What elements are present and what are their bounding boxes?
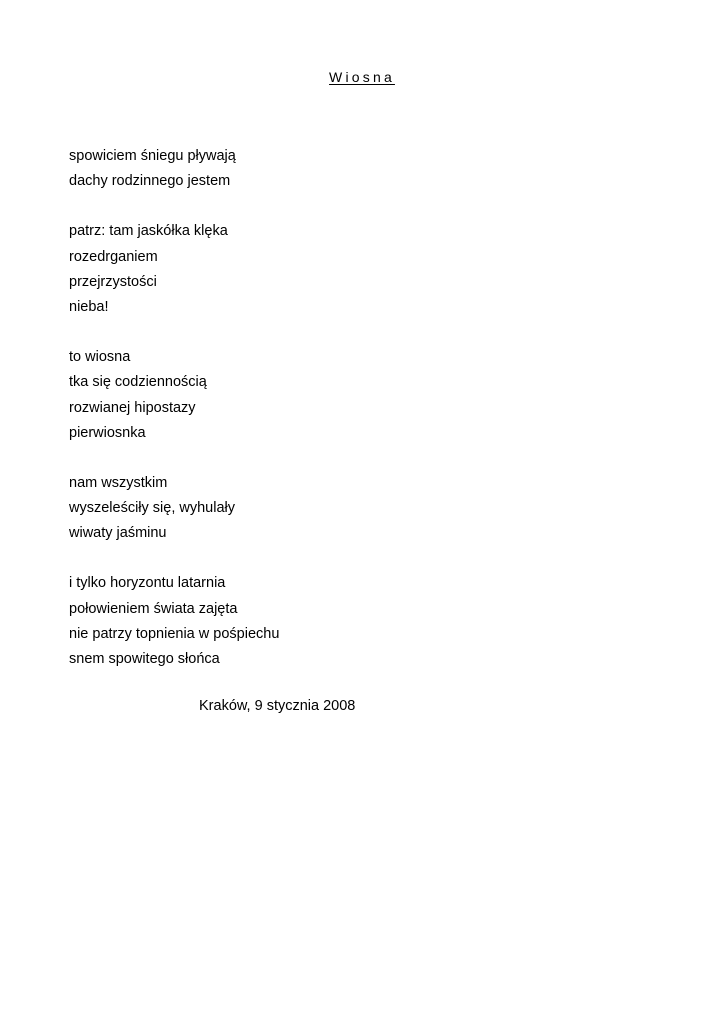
stanza-5 xyxy=(69,571,669,672)
place-date-signature: Kraków, 9 stycznia 2008 xyxy=(199,698,356,714)
poem-line: i tylko horyzontu latarnia xyxy=(69,575,226,592)
poem-line: przejrzystości xyxy=(69,273,157,290)
poem-line: spowiciem śniegu pływają xyxy=(69,148,236,164)
poem-title: Wiosna xyxy=(329,69,395,85)
poem-line: nieba! xyxy=(69,298,109,315)
poem-line: dachy rodzinnego jestem xyxy=(69,173,231,190)
poem-line: wyszeleściły się, wyhulały xyxy=(69,500,235,517)
poem-line: patrz: tam jaskółka klęka xyxy=(69,223,228,240)
poem-body xyxy=(69,144,669,697)
poem-line: wiwaty jaśminu xyxy=(69,525,167,542)
poem-line: nie patrzy topnienia w pośpiechu xyxy=(69,625,280,642)
poem-line: pierwiosnka xyxy=(69,424,146,441)
poem-line: rozedrganiem xyxy=(69,248,158,265)
stanza-1 xyxy=(69,144,669,194)
stanza-2 xyxy=(69,219,669,320)
poem-line: tka się codziennością xyxy=(69,374,207,391)
poem-line: to wiosna xyxy=(69,349,131,366)
stanza-3 xyxy=(69,345,669,446)
stanza-4 xyxy=(69,471,669,547)
poem-line: połowieniem świata zajęta xyxy=(69,600,238,617)
poem-line: nam wszystkim xyxy=(69,474,168,491)
poem-line: snem spowitego słońca xyxy=(69,651,220,667)
poem-line: rozwianej hipostazy xyxy=(69,399,196,416)
